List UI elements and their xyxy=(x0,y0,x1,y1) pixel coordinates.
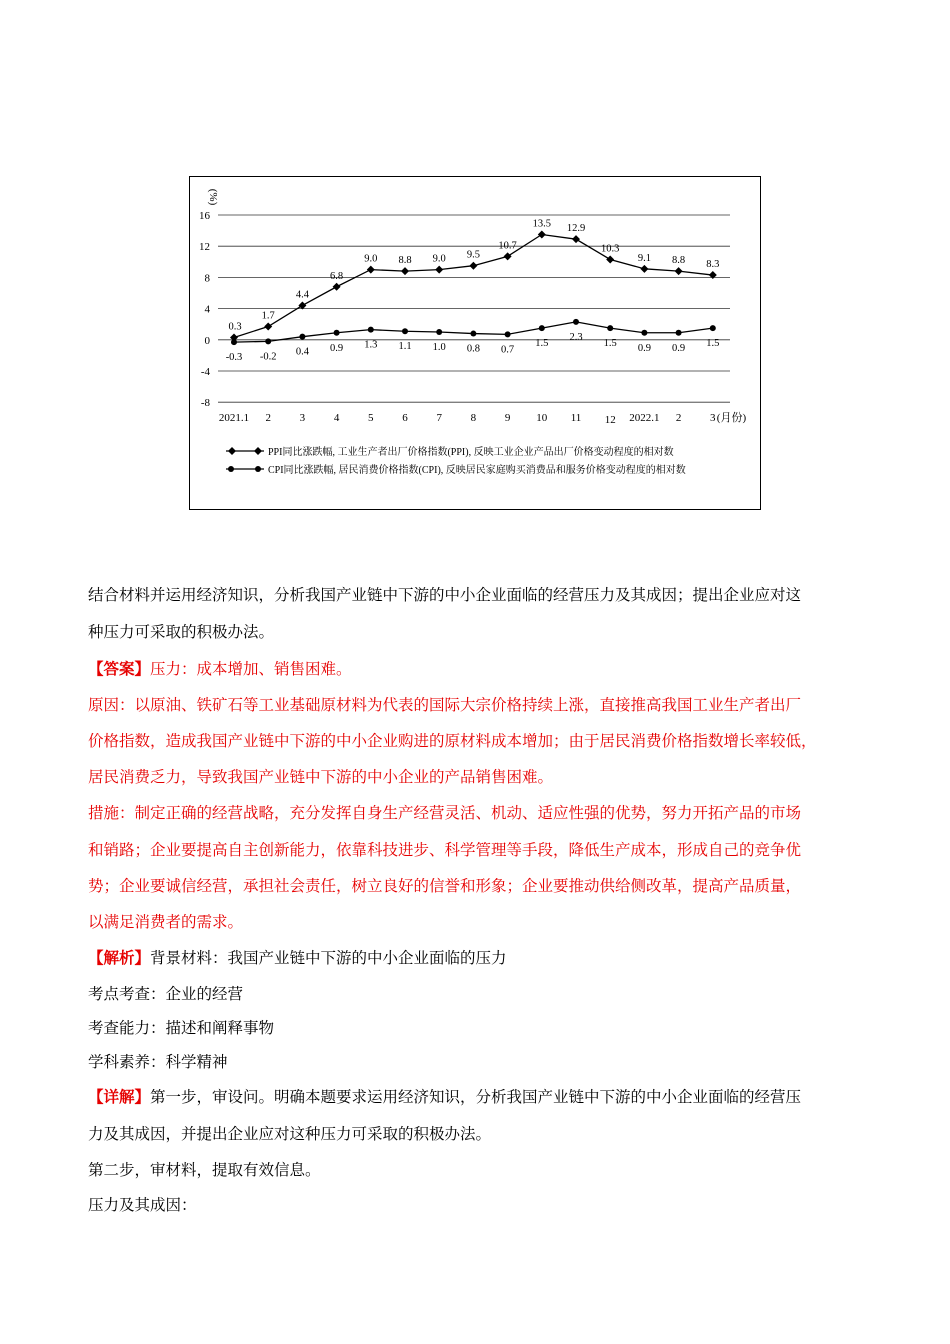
ppi-data-label: 9.0 xyxy=(432,253,446,265)
answer-cause-line: 原因：以原油、铁矿石等工业基础原材料为代表的国际大宗价格持续上涨，直接推高我国工业生产者出厂 xyxy=(88,696,802,714)
cpi-data-label: 0.9 xyxy=(637,342,651,354)
detail-step1-text: 第一步，审设问。明确本题要求运用经济知识，分析我国产业链中下游的中小企业面临的经营压 xyxy=(150,1088,802,1106)
analysis-point: 考点考查：企业的经营 xyxy=(88,985,244,1003)
x-tick-label: 3 xyxy=(299,412,306,424)
legend-ppi-label: PPI同比涨跌幅, 工业生产者出厂价格指数(PPI), 反映工业企业产品出厂价格变动程度的相对数 xyxy=(268,447,674,458)
cpi-data-label: 1.0 xyxy=(432,342,446,353)
ppi-point xyxy=(435,266,443,274)
ppi-point xyxy=(469,262,477,270)
answer-measure-line: 和销路；企业要提高自主创新能力，依靠科技进步、科学管理等手段，降低生产成本，形成自己的竞争优 xyxy=(88,841,802,859)
cpi-data-label: 0.8 xyxy=(466,343,480,355)
ppi-data-label: 6.8 xyxy=(330,270,344,282)
cpi-point xyxy=(299,334,305,340)
chart-svg xyxy=(190,177,760,509)
y-tick-label: 0 xyxy=(204,334,210,347)
ppi-data-label: 9.1 xyxy=(637,252,651,264)
legend-cpi-marker xyxy=(228,466,234,472)
x-tick-label: 5 xyxy=(368,412,374,424)
answer-measure-line: 措施：制定正确的经营战略，充分发挥自身生产经营灵活、机动、适应性强的优势，努力开拓产品的市场 xyxy=(88,804,802,822)
ppi-point xyxy=(367,266,375,274)
ppi-point xyxy=(606,255,614,263)
cpi-data-label: -0.2 xyxy=(259,351,277,363)
analysis-literacy: 学科素养：科学精神 xyxy=(88,1053,228,1071)
cpi-point xyxy=(231,339,237,345)
legend-ppi-marker xyxy=(254,447,262,455)
x-tick-label: 2 xyxy=(675,412,682,424)
cpi-point xyxy=(573,319,579,325)
x-tick-label: 2022.1 xyxy=(629,412,660,424)
analysis-background xyxy=(88,940,868,976)
ppi-data-label: 13.5 xyxy=(532,218,551,230)
answer-pressure xyxy=(88,651,868,687)
ppi-data-label: 9.0 xyxy=(364,253,378,265)
x-tick-label: 3 xyxy=(710,412,716,424)
cpi-point xyxy=(539,325,545,331)
cpi-point xyxy=(676,330,682,336)
ppi-data-label: 8.8 xyxy=(672,255,686,267)
x-tick-label: 2 xyxy=(265,412,271,424)
cpi-data-label: 1.5 xyxy=(535,338,549,350)
y-tick-label: 8 xyxy=(204,272,210,285)
answer-measure-line: 势；企业要诚信经营，承担社会责任，树立良好的信誉和形象；企业要推动供给侧改革，提高产品质量， xyxy=(88,877,802,895)
ppi-point xyxy=(709,271,717,279)
cpi-point xyxy=(710,325,716,331)
answer-cause-line: 居民消费乏力，导致我国产业链中下游的中小企业的产品销售困难。 xyxy=(88,768,554,786)
ppi-cpi-chart xyxy=(189,176,761,510)
legend-ppi-marker xyxy=(228,447,236,455)
cpi-point xyxy=(607,325,613,331)
ppi-data-label: 8.8 xyxy=(398,255,412,267)
answer-pressure-text: 压力：成本增加、销售困难。 xyxy=(150,660,352,678)
cpi-data-label: 1.1 xyxy=(398,341,412,353)
ppi-data-label: 0.3 xyxy=(228,321,242,333)
detail-step1-line-2: 力及其成因，并提出企业应对这种压力可采取的积极办法。 xyxy=(88,1125,492,1143)
ppi-data-label: 12.9 xyxy=(566,223,586,235)
x-tick-label: 6 xyxy=(402,412,408,424)
ppi-data-label: 10.7 xyxy=(498,240,517,252)
y-axis-label: (%) xyxy=(207,188,219,206)
x-tick-label: 8 xyxy=(470,412,477,424)
cpi-data-label: 1.5 xyxy=(603,338,617,350)
ppi-data-label: 10.3 xyxy=(601,243,620,255)
cpi-point xyxy=(505,331,511,337)
answer-cause-line: 价格指数，造成我国产业链中下游的中小企业购进的原材料成本增加；由于居民消费价格指数增长率较低， xyxy=(88,732,817,750)
ppi-data-label: 1.7 xyxy=(261,310,275,322)
ppi-data-label: 8.3 xyxy=(706,259,720,271)
x-tick-label: 12 xyxy=(604,414,616,426)
x-tick-label: 7 xyxy=(436,412,442,424)
cpi-point xyxy=(436,329,442,335)
answer-measure-line: 以满足消费者的需求。 xyxy=(88,913,244,931)
ppi-point xyxy=(504,252,512,260)
x-tick-label: 4 xyxy=(333,412,340,424)
answer-bracket: 【答案】 xyxy=(88,659,151,678)
analysis-background-text: 背景材料：我国产业链中下游的中小企业面临的压力 xyxy=(150,949,507,967)
detail-step2: 第二步，审材料，提取有效信息。 xyxy=(88,1161,321,1179)
x-tick-label: 10 xyxy=(536,412,548,424)
y-tick-label: -8 xyxy=(200,397,210,410)
ppi-point xyxy=(264,323,272,331)
detail-bracket: 【详解】 xyxy=(88,1087,151,1106)
question-line-1: 结合材料并运用经济知识，分析我国产业链中下游的中小企业面临的经营压力及其成因；提出企业应对这 xyxy=(88,586,802,604)
ppi-data-label: 4.4 xyxy=(295,289,309,301)
ppi-point xyxy=(538,231,546,239)
x-tick-label: 9 xyxy=(504,412,511,424)
y-tick-label: 4 xyxy=(204,303,210,316)
y-tick-label: 12 xyxy=(199,241,210,254)
x-tick-label: 2021.1 xyxy=(218,412,250,424)
ppi-point xyxy=(333,283,341,291)
y-tick-label: -4 xyxy=(200,366,210,378)
question-line-2: 种压力可采取的积极办法。 xyxy=(88,623,275,641)
ppi-point xyxy=(572,235,580,243)
cpi-point xyxy=(368,327,374,333)
cpi-point xyxy=(470,331,476,337)
ppi-data-label: 9.5 xyxy=(466,249,480,261)
cpi-point xyxy=(402,328,408,334)
x-tick-label: 11 xyxy=(570,412,582,424)
ppi-point xyxy=(640,265,648,273)
cpi-data-label: 0.7 xyxy=(501,344,515,356)
cpi-data-label: 0.9 xyxy=(330,342,344,354)
x-axis-unit: (月份) xyxy=(716,412,747,424)
cpi-point xyxy=(641,330,647,336)
cpi-data-label: 0.9 xyxy=(672,342,686,354)
ppi-point xyxy=(401,267,409,275)
cpi-data-label: 1.5 xyxy=(706,338,720,350)
analysis-bracket: 【解析】 xyxy=(88,948,151,967)
legend-cpi-marker xyxy=(255,466,261,472)
detail-pressure-heading: 压力及其成因： xyxy=(88,1196,197,1214)
cpi-point xyxy=(334,330,340,336)
cpi-data-label: 2.3 xyxy=(569,331,583,343)
detail-step1 xyxy=(88,1079,868,1115)
legend-cpi-label: CPI同比涨跌幅, 居民消费价格指数(CPI), 反映居民家庭购买消费品和服务价格变动程度的相对数 xyxy=(268,465,686,476)
cpi-data-label: 0.4 xyxy=(295,346,309,358)
y-tick-label: 16 xyxy=(199,210,210,222)
cpi-data-label: -0.3 xyxy=(225,352,243,364)
ppi-point xyxy=(675,267,683,275)
analysis-ability: 考查能力：描述和阐释事物 xyxy=(88,1019,275,1037)
cpi-data-label: 1.3 xyxy=(364,339,378,351)
cpi-point xyxy=(265,338,271,344)
